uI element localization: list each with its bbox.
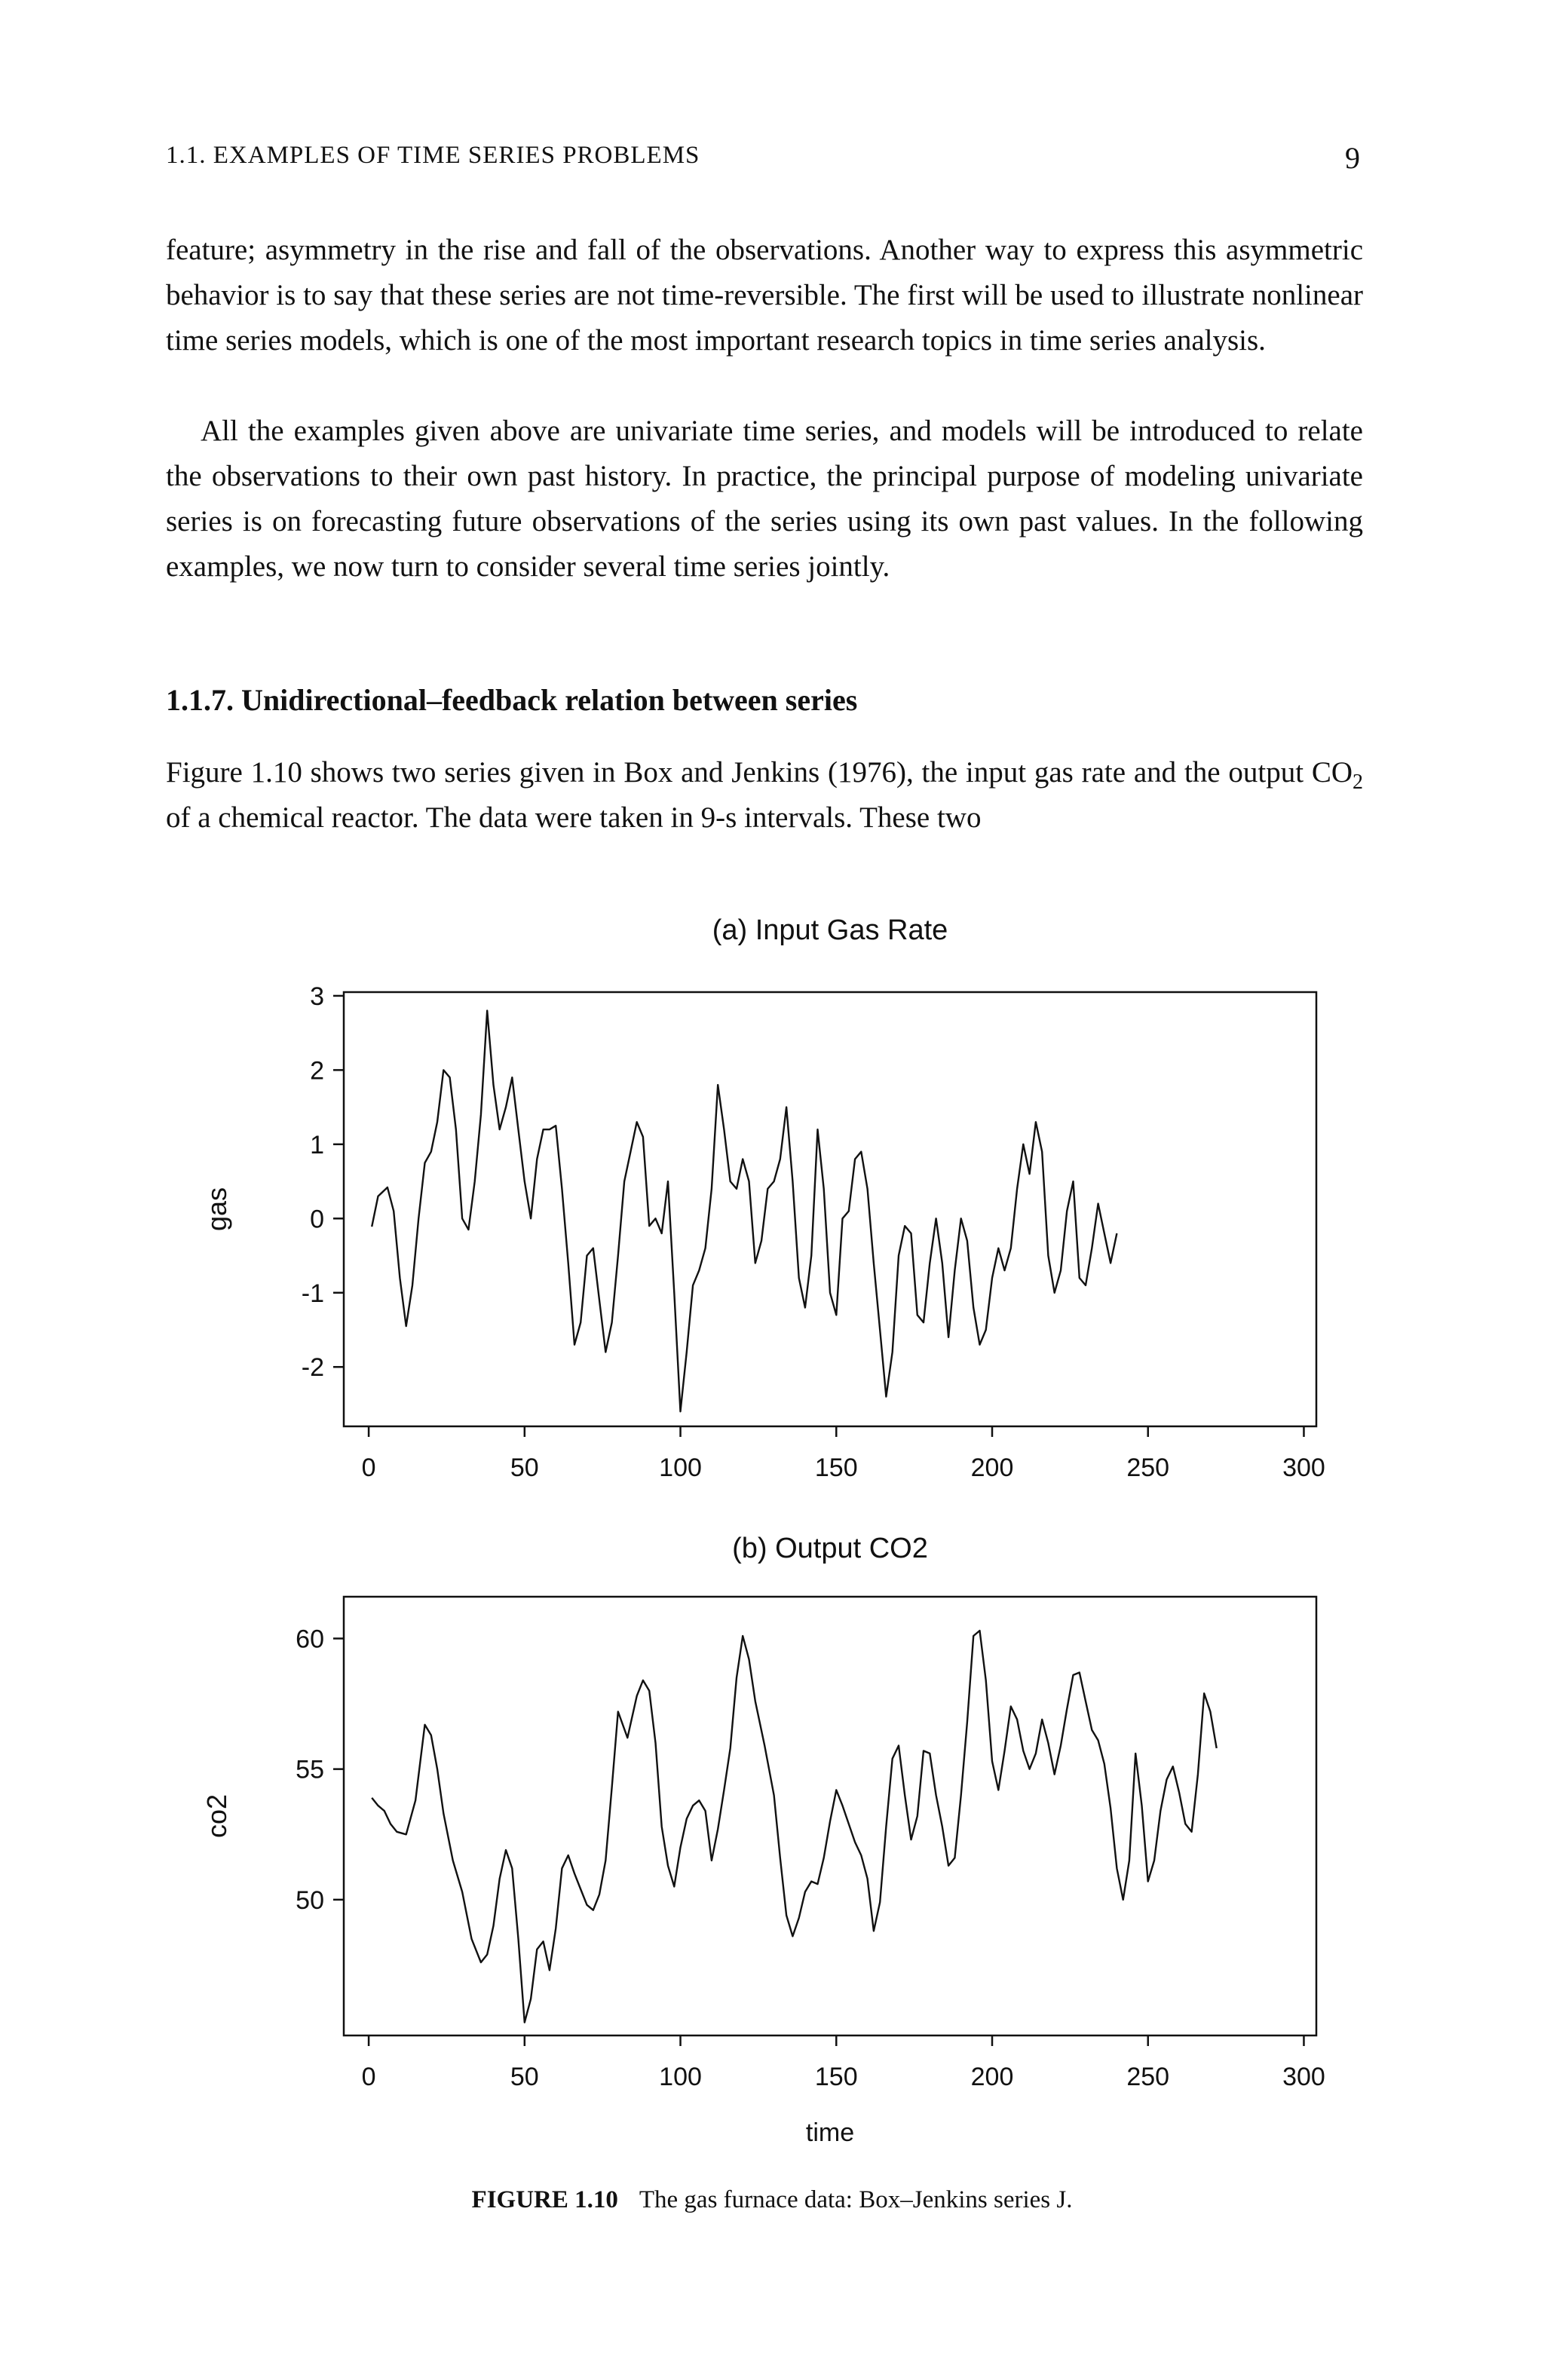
gas-x-tick-label: 200 xyxy=(970,1453,1014,1482)
gas-plot-frame xyxy=(344,992,1316,1426)
co2-x-tick-label: 100 xyxy=(659,2063,702,2091)
gas-x-tick-label: 0 xyxy=(361,1453,376,1482)
running-head: 1.1. EXAMPLES OF TIME SERIES PROBLEMS xyxy=(166,142,700,169)
co2-x-tick-label: 300 xyxy=(1282,2063,1325,2091)
gas-series-line xyxy=(372,1011,1117,1412)
gas-y-axis-label: gas xyxy=(201,1187,232,1232)
gas-chart-title: (a) Input Gas Rate xyxy=(712,914,948,946)
gas-x-tick-label: 250 xyxy=(1126,1453,1170,1482)
body-paragraph-1: feature; asymmetry in the rise and fall of the observations. Another way to express this asymmetric behavior is to say that these series are not time-reversible. The first will be used to illustrate nonlinear time series models, which is one of the most important research topics in time series analysis. xyxy=(166,234,1363,357)
co2-x-tick-label: 150 xyxy=(814,2063,858,2091)
caption-text: The gas furnace data: Box–Jenkins series J. xyxy=(639,2186,1073,2213)
co2-x-axis-label: time xyxy=(805,2118,855,2147)
gas-y-tick-label: -1 xyxy=(301,1279,324,1308)
para3-after: of a chemical reactor. The data were taken in 9-s intervals. These two xyxy=(166,801,982,834)
figure-caption xyxy=(0,2186,1544,2214)
co2-plot-frame xyxy=(344,1597,1316,2035)
gas-x-tick-label: 300 xyxy=(1282,1453,1325,1482)
gas-y-tick-label: 2 xyxy=(310,1056,324,1086)
co2-y-axis-label: co2 xyxy=(201,1793,232,1839)
co2-x-tick-label: 250 xyxy=(1126,2063,1170,2091)
co2-x-tick-label: 0 xyxy=(361,2063,376,2091)
co2-x-tick-label: 50 xyxy=(510,2063,539,2091)
caption-label: FIGURE 1.10 xyxy=(471,2186,618,2213)
co2-y-tick-label: 55 xyxy=(296,1755,324,1784)
page-number: 9 xyxy=(1345,141,1360,175)
co2-x-tick-label: 200 xyxy=(970,2063,1014,2091)
para3-before: Figure 1.10 shows two series given in Box and Jenkins (1976), the input gas rate and the output CO xyxy=(166,756,1353,789)
co2-y-tick-label: 50 xyxy=(296,1885,324,1915)
section-heading: 1.1.7. Unidirectional–feedback relation between series xyxy=(166,683,858,717)
co2-series-line xyxy=(372,1631,1217,2023)
gas-y-tick-label: -2 xyxy=(301,1353,324,1383)
para3-subscript: 2 xyxy=(1353,770,1363,794)
gas-y-tick-label: 3 xyxy=(310,982,324,1011)
co2-chart-title: (b) Output CO2 xyxy=(732,1533,928,1564)
gas-y-tick-label: 0 xyxy=(310,1205,324,1234)
co2-y-tick-label: 60 xyxy=(296,1625,324,1654)
gas-y-tick-label: 1 xyxy=(310,1130,324,1159)
gas-x-tick-label: 50 xyxy=(510,1453,539,1482)
body-paragraph-2: All the examples given above are univariate time series, and models will be introduced to relate the observations to their own past history. In practice, the principal purpose of modeling univariate series is on forecasting future observations of the series using its own past values. In the following examples, we now turn to consider several time series jointly. xyxy=(166,415,1363,583)
gas-x-tick-label: 100 xyxy=(659,1453,702,1482)
gas-x-tick-label: 150 xyxy=(814,1453,858,1482)
